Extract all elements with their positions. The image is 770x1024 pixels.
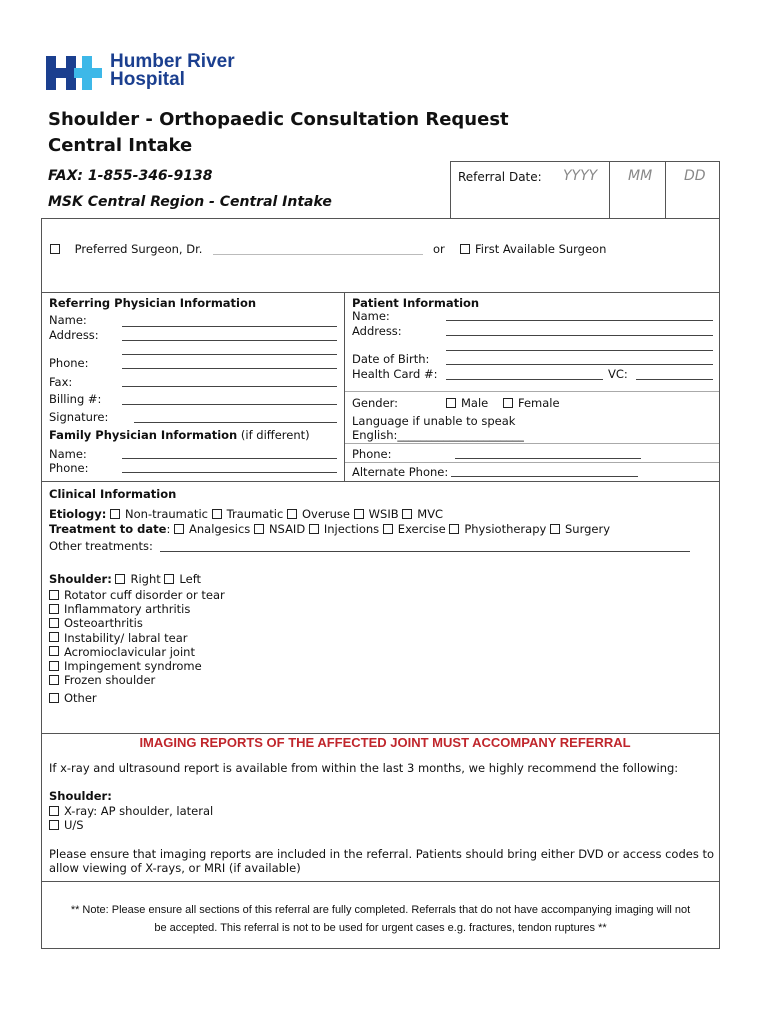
- ref-name-field[interactable]: [122, 326, 337, 327]
- first-available-checkbox[interactable]: [460, 244, 470, 254]
- treatment-checkbox[interactable]: [449, 524, 459, 534]
- fam-name-label: Name:: [49, 447, 87, 461]
- health-card-label: Health Card #:: [352, 367, 438, 381]
- ref-phone-field[interactable]: [122, 368, 337, 369]
- imaging-warning: IMAGING REPORTS OF THE AFFECTED JOINT MUST ACCOMPANY REFERRAL: [139, 735, 631, 750]
- ref-address-field[interactable]: [122, 340, 337, 341]
- referral-date-day-field[interactable]: DD: [684, 168, 706, 184]
- pat-name-field[interactable]: [446, 320, 713, 321]
- etiology-row: Etiology: Non-traumatic Traumatic Overuse WSIB MVC: [49, 507, 444, 521]
- region-label: MSK Central Region - Central Intake: [48, 194, 332, 210]
- vc-label: VC:: [608, 367, 628, 381]
- fam-phone-label: Phone:: [49, 461, 89, 475]
- gender-female-option[interactable]: Female: [503, 396, 560, 410]
- other-treatments-field[interactable]: [160, 551, 690, 552]
- preferred-surgeon-field[interactable]: [213, 254, 423, 255]
- female-checkbox[interactable]: [503, 398, 513, 408]
- imaging-intro: If x-ray and ultrasound report is available from within the last 3 months, we highly recommend the following:: [49, 761, 679, 775]
- left-checkbox[interactable]: [164, 574, 174, 584]
- list-item: Acromioclavicular joint: [49, 645, 225, 659]
- ref-billing-label: Billing #:: [49, 392, 102, 406]
- footer-note: ** Note: Please ensure all sections of this referral are fully completed. Referrals that do not have accompanying imaging will not be accepted. This referral is not to be used for urgent cases e.g. fractures, tendon ruptures **: [70, 904, 691, 934]
- list-item: Frozen shoulder: [49, 673, 225, 687]
- etiology-checkbox[interactable]: [212, 509, 222, 519]
- imaging-instructions: Please ensure that imaging reports are included in the referral. Patients should bring either DVD or access codes to allow viewing of X-rays, or MRI (if available): [49, 847, 715, 875]
- shoulder-side-row: Shoulder: Right Left: [49, 572, 202, 586]
- etiology-checkbox[interactable]: [354, 509, 364, 519]
- ref-name-label: Name:: [49, 313, 87, 327]
- alt-phone-field[interactable]: [451, 476, 638, 477]
- ref-phone-label: Phone:: [49, 356, 89, 370]
- or-label: or: [433, 242, 445, 256]
- fam-name-field[interactable]: [122, 458, 337, 459]
- referral-date-label: Referral Date:: [458, 170, 542, 184]
- conditions-list: [49, 588, 225, 687]
- male-checkbox[interactable]: [446, 398, 456, 408]
- english-field[interactable]: English:______________________: [352, 428, 524, 442]
- treatment-row: Treatment to date: Analgesics NSAID Injections Exercise Physiotherapy Surgery: [49, 522, 611, 536]
- us-option[interactable]: U/S: [49, 818, 84, 832]
- referral-date-year-field[interactable]: YYYY: [563, 168, 598, 184]
- xray-option[interactable]: X-ray: AP shoulder, lateral: [49, 804, 213, 818]
- patient-info-heading: Patient Information: [352, 296, 480, 310]
- list-item: Inflammatory arthritis: [49, 602, 225, 616]
- list-item: Rotator cuff disorder or tear: [49, 588, 225, 602]
- etiology-checkbox[interactable]: [287, 509, 297, 519]
- treatment-checkbox[interactable]: [383, 524, 393, 534]
- pat-address-field-2[interactable]: [446, 350, 713, 351]
- pat-name-label: Name:: [352, 309, 390, 323]
- other-treatments-label: Other treatments:: [49, 539, 153, 553]
- preferred-surgeon-checkbox[interactable]: [50, 244, 60, 254]
- treatment-checkbox[interactable]: [174, 524, 184, 534]
- gender-male-option[interactable]: Male: [446, 396, 488, 410]
- etiology-checkbox[interactable]: [110, 509, 120, 519]
- family-physician-heading: Family Physician Information (if different): [49, 428, 310, 442]
- ref-address-label: Address:: [49, 328, 99, 342]
- treatment-checkbox[interactable]: [550, 524, 560, 534]
- other-condition-option[interactable]: Other: [49, 691, 97, 705]
- ref-signature-field[interactable]: [134, 422, 337, 423]
- ref-fax-field[interactable]: [122, 386, 337, 387]
- dob-label: Date of Birth:: [352, 352, 430, 366]
- gender-label: Gender:: [352, 396, 399, 410]
- page-title: Shoulder - Orthopaedic Consultation Request Central Intake: [48, 109, 509, 156]
- dob-field[interactable]: [446, 364, 713, 365]
- fam-phone-field[interactable]: [122, 472, 337, 473]
- etiology-checkbox[interactable]: [402, 509, 412, 519]
- ref-address-field-2[interactable]: [122, 354, 337, 355]
- alt-phone-label: Alternate Phone:: [352, 465, 449, 479]
- ref-fax-label: Fax:: [49, 375, 73, 389]
- list-item: Impingement syndrome: [49, 659, 225, 673]
- ref-billing-field[interactable]: [122, 404, 337, 405]
- list-item: Osteoarthritis: [49, 616, 225, 630]
- pat-phone-field[interactable]: [455, 458, 641, 459]
- language-label: Language if unable to speak: [352, 414, 516, 428]
- preferred-surgeon-option[interactable]: Preferred Surgeon, Dr.: [50, 242, 202, 256]
- vc-field[interactable]: [636, 379, 713, 380]
- first-available-option[interactable]: First Available Surgeon: [460, 242, 606, 256]
- clinical-info-heading: Clinical Information: [49, 487, 177, 501]
- other-checkbox[interactable]: [49, 693, 59, 703]
- pat-address-label: Address:: [352, 324, 402, 338]
- pat-phone-label: Phone:: [352, 447, 392, 461]
- hospital-logo-icon: [46, 56, 102, 90]
- treatment-checkbox[interactable]: [309, 524, 319, 534]
- referring-physician-heading: Referring Physician Information: [49, 296, 257, 310]
- list-item: Instability/ labral tear: [49, 631, 225, 645]
- pat-address-field[interactable]: [446, 335, 713, 336]
- fax-number: FAX: 1-855-346-9138: [48, 168, 213, 184]
- ref-signature-label: Signature:: [49, 410, 109, 424]
- hospital-logo-text: Humber River Hospital: [110, 51, 235, 90]
- treatment-checkbox[interactable]: [254, 524, 264, 534]
- imaging-shoulder-label: Shoulder:: [49, 789, 112, 803]
- right-checkbox[interactable]: [115, 574, 125, 584]
- referral-date-month-field[interactable]: MM: [628, 168, 653, 184]
- health-card-field[interactable]: [446, 379, 603, 380]
